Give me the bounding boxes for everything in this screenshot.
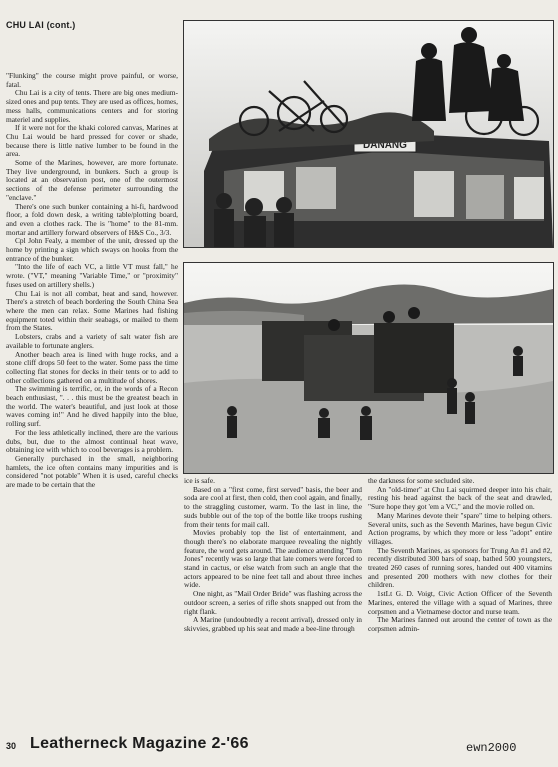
river-photo-illustration	[184, 263, 553, 473]
paragraph: ice is safe.	[184, 477, 215, 485]
paragraph: One night, as "Mail Order Bride" was flashing across the outdoor screen, a series of rifle shots snapped out from the right flank.	[184, 589, 362, 616]
article-column-middle	[184, 477, 362, 747]
section-title: CHU LAI (cont.)	[6, 20, 76, 30]
bus-destination-sign: DANANG	[363, 140, 407, 151]
article-column-left	[6, 72, 178, 747]
paragraph: The swimming is terrific, or, in the words of a Recon beach enthusiast, ". . . this must be the greatest beach in the world. The water's beautiful, and just look at those waves coming in!" And he dived happily into the blue, rolling surf.	[6, 384, 178, 429]
paragraph: Generally purchased in the small, neighboring hamlets, the ice often contains many impurities and is considered "not potable" When it is used, careful checks are made to be certain that the	[6, 453, 178, 490]
paragraph: The Seventh Marines, as sponsors for Trung An #1 and #2, recently distributed 300 bars of soap, bathed 500 youngsters, treated 260 cases of running sores, handed out 400 vitamins and presented 200 mothers with new clothes for their children.	[368, 545, 552, 590]
photo-bus-with-bicycles	[183, 20, 554, 248]
photo-truck-river-crossing	[183, 262, 554, 474]
paragraph: Chu Lai is a city of tents. There are big ones medium-sized ones and pup tents. They are used as offices, homes, mess halls, communications centers and for storing materiel and supplies.	[6, 88, 178, 124]
paragraph: Some of the Marines, however, are more fortunate. They live underground, in bunkers. Such a group is located at an observation post, one of the outermost sections of the defense perimeter surrounding the "enclave."	[6, 158, 178, 202]
paragraph: The Marines fanned out around the center of town as the corpsmen admin-	[368, 615, 552, 633]
article-column-right	[368, 477, 552, 747]
bus-photo-illustration	[184, 21, 553, 247]
paragraph: For the less athletically inclined, there are the various dubs, but, due to the almost continual heat wave, obtaining ice with which to cool beverages is a problem.	[6, 427, 178, 455]
paragraph: Many Marines devote their "spare" time to helping others. Several units, such as the Seventh Marines, have begun Civic Action programs, by which they more or less "adopt" entire villages.	[368, 510, 552, 546]
page-number: 30	[6, 741, 17, 751]
magazine-title: Leatherneck Magazine 2-'66	[30, 735, 249, 752]
paragraph: There's one such bunker containing a hi-fi, hardwood floor, a fold down desk, a writing table/plotting board, and even a clothes rack. The is "home" to the 81-mm. mortar and artillery forward observers of H&S Co., 3/3.	[6, 201, 178, 237]
paragraph: "Flunking" the course might prove painful, or worse, fatal.	[6, 72, 178, 89]
paragraph: Another beach area is lined with huge rocks, and a stone cliff drops 50 feet to the water. Some pass the time collecting flat stones for decks in their tents or to add to other collections gathered on a multitude of shores.	[6, 349, 178, 385]
paragraph: Lobsters, crabs and a variety of salt water fish are available to fortunate anglers.	[6, 332, 178, 350]
paragraph: Cpl John Fealy, a member of the unit, dressed up the home by printing a sign which sways on hooks from the entrance of the bunker.	[6, 236, 178, 263]
paragraph: the darkness for some secluded site.	[368, 477, 475, 485]
watermark: ewn2000	[466, 741, 517, 755]
paragraph: An "old-timer" at Chu Lai squirmed deeper into his chair, resting his head against the back of the seat and drawled, "Sure hope they got 'em a VC," and the movie rolled on.	[368, 484, 552, 512]
paragraph: If it were not for the khaki colored canvas, Marines at Chu Lai would be hard pressed for cover or shade, because there is little native lumber to be found in the area.	[6, 123, 178, 159]
paragraph: 1stLt G. D. Voigt, Civic Action Officer of the Seventh Marines, entered the village with a squad of Marines, three corpsmen and a Vietnamese doctor and nurse team.	[368, 589, 552, 616]
paragraph: Movies probably top the list of entertainment, and though there's no elaborate marquee revealing the nightly feature, the word gets around. The audience attending "Tom Jones" recently was so large that late comers were forced to stand in cactus, or else watch from such an angle that the actors appeared to be nine feet tall and about three inches wide.	[184, 528, 362, 590]
paragraph: Based on a "first come, first served" basis, the beer and soda are cool at first, then cold, then cool again, and finally, to the straggling customer, warm. To the last in line, the suds bubble out of the top of the bottle like troops rushing from their tents for mail call.	[184, 484, 362, 529]
paragraph: A Marine (undoubtedly a recent arrival), dressed only in skivvies, grabbed up his seat and made a bee-line through	[184, 615, 362, 633]
paragraph: Chu Lai is not all combat, heat and sand, however. There's a stretch of beach bordering the South China Sea where the men can relax. Some Marines had fishing equipment toted within their seabags, or mailed to them from the States.	[6, 288, 178, 333]
paragraph: "Into the life of each VC, a little VT must fall," he wrote. ("VT," meaning "Variable Time," or "proximity" fuses used on artillery shells.)	[6, 262, 178, 289]
